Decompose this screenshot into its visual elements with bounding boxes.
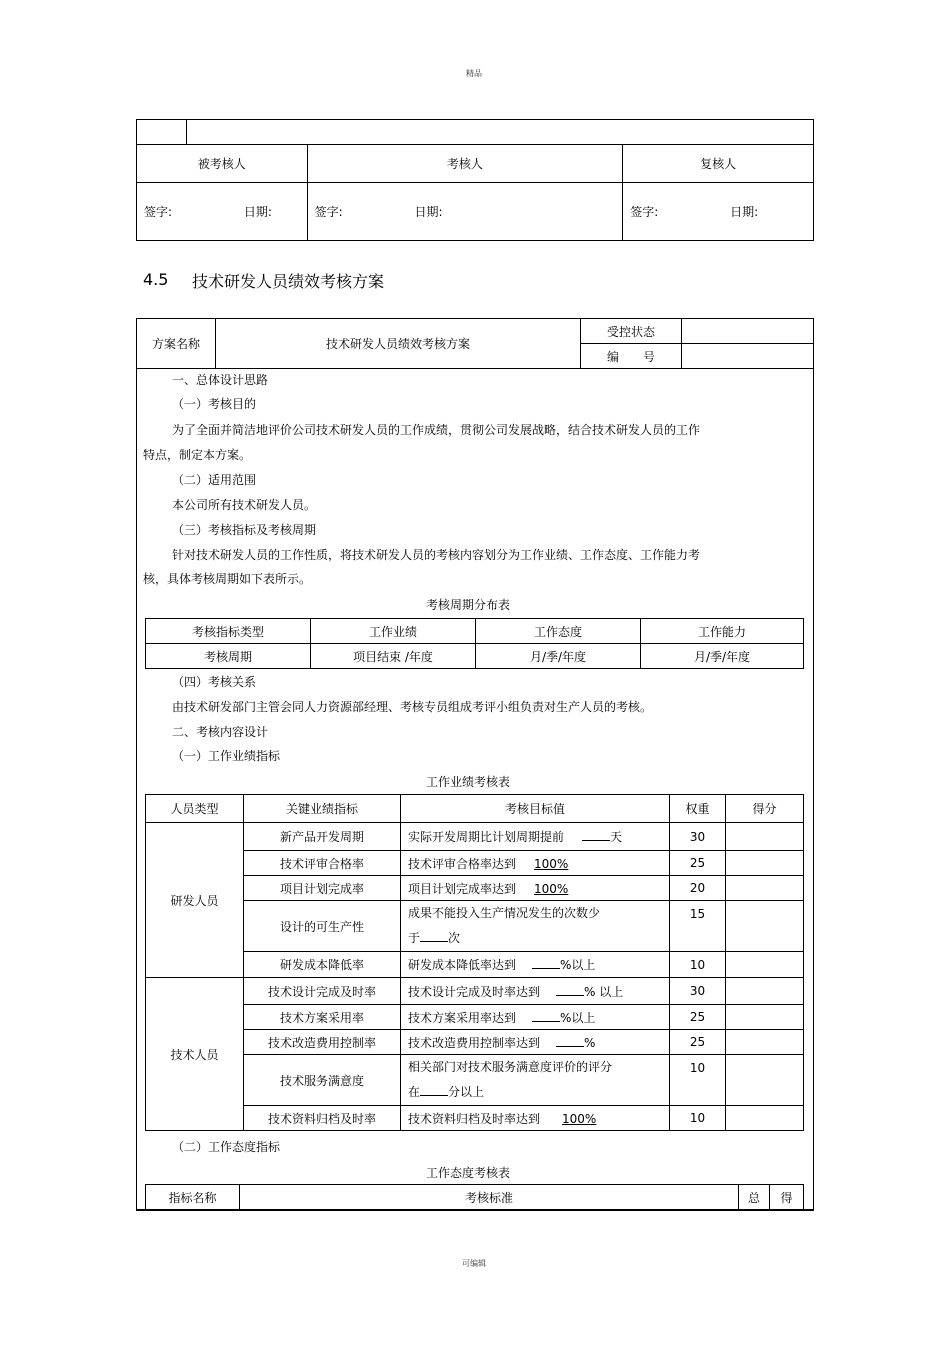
control-status-value [682,319,814,344]
sign-cell [623,183,814,241]
section-number: 4.5 [143,270,169,289]
subheading-scope: （二）适用范围 [172,473,257,487]
kpi-target: 成果不能投入生产情况发生的次数少 于 次 [401,901,670,952]
plan-header-table [136,318,814,369]
cycle-cell: 月/季/年度 [476,644,641,669]
kpi-target: 技术评审合格率达到 100% [401,851,670,876]
footer-mark: 可编辑 [462,1259,486,1268]
kpi-name: 项目计划完成率 [244,876,401,901]
kpi-name: 技术方案采用率 [244,1005,401,1030]
kpi-target: 实际开发周期比计划周期提前 天 [401,823,670,851]
table-row [146,952,804,978]
kpi-name: 技术服务满意度 [244,1055,401,1106]
paragraph-cycle-2: 核，具体考核周期如下表所示。 [143,572,312,586]
cycle-header: 工作能力 [641,619,804,644]
group-rd: 研发人员 [146,823,244,978]
table-row [146,1005,804,1030]
perf-header: 得分 [726,795,804,823]
kpi-weight: 25 [670,1030,726,1055]
kpi-score [726,823,804,851]
kpi-weight: 20 [670,876,726,901]
subheading-performance: （一）工作业绩指标 [172,749,281,763]
table-row [146,1055,804,1106]
kpi-name: 技术资料归档及时率 [244,1106,401,1131]
attitude-header: 总 [739,1185,770,1210]
paragraph-purpose-2: 特点，制定本方案。 [143,448,252,462]
attitude-header: 得 [770,1185,804,1210]
kpi-name: 新产品开发周期 [244,823,401,851]
kpi-score [726,1030,804,1055]
cycle-header: 工作态度 [476,619,641,644]
number-value [682,344,814,369]
kpi-target: 项目计划完成率达到 100% [401,876,670,901]
attitude-table [145,1184,804,1210]
kpi-name: 技术评审合格率 [244,851,401,876]
cycle-cell: 考核周期 [146,644,311,669]
sign-table-cell [137,120,187,145]
kpi-weight: 25 [670,1005,726,1030]
date-label: 日期: [414,205,443,219]
role-reviewer: 考核人 [307,145,623,183]
perf-header: 权重 [670,795,726,823]
kpi-score [726,978,804,1005]
heading-1: 一、总体设计思路 [172,373,269,387]
kpi-score [726,1106,804,1131]
sign-label: 签字: [144,205,173,219]
perf-header: 人员类型 [146,795,244,823]
kpi-name: 设计的可生产性 [244,901,401,952]
heading-2: 二、考核内容设计 [172,725,269,739]
kpi-weight: 25 [670,851,726,876]
table-row [146,901,804,952]
plan-name-value: 技术研发人员绩效考核方案 [216,319,581,369]
kpi-name: 技术设计完成及时率 [244,978,401,1005]
perf-header: 关键业绩指标 [244,795,401,823]
performance-table [145,794,804,1131]
table-row [146,978,804,1005]
kpi-score [726,851,804,876]
cycle-table-caption: 考核周期分布表 [426,598,511,612]
sign-label: 签字: [314,205,343,219]
cycle-table [145,618,804,669]
kpi-target: 相关部门对技术服务满意度评价的评分 在 分以上 [401,1055,670,1106]
subheading-relation: （四）考核关系 [172,675,257,689]
cycle-header: 工作业绩 [311,619,476,644]
attitude-header: 指标名称 [146,1185,240,1210]
perf-table-caption: 工作业绩考核表 [426,775,511,789]
paragraph-relation: 由技术研发部门主管会同人力资源部经理、考核专员组成考评小组负责对生产人员的考核。 [172,700,653,714]
kpi-weight: 30 [670,978,726,1005]
header-mark: 精品 [466,69,482,78]
control-status-label: 受控状态 [581,319,682,344]
role-rechecker: 复核人 [623,145,814,183]
table-row [146,851,804,876]
role-reviewee: 被考核人 [137,145,308,183]
section-title: 技术研发人员绩效考核方案 [192,272,385,291]
paragraph-purpose-1: 为了全面并简洁地评价公司技术研发人员的工作成绩，贯彻公司发展战略，结合技术研发人员的工作 [172,423,701,437]
cycle-header: 考核指标类型 [146,619,311,644]
kpi-target: 技术资料归档及时率达到 100% [401,1106,670,1131]
kpi-score [726,876,804,901]
kpi-target: 技术方案采用率达到 %以上 [401,1005,670,1030]
sign-cell [137,183,308,241]
table-row [146,1106,804,1131]
date-label: 日期: [730,205,759,219]
signature-table [136,119,814,241]
date-label: 日期: [243,205,272,219]
kpi-name: 技术改造费用控制率 [244,1030,401,1055]
kpi-score [726,952,804,978]
subheading-cycle: （三）考核指标及考核周期 [172,523,317,537]
kpi-weight: 15 [670,901,726,952]
kpi-weight: 10 [670,1106,726,1131]
table-row [146,823,804,851]
kpi-name: 研发成本降低率 [244,952,401,978]
attitude-header: 考核标准 [240,1185,739,1210]
kpi-target: 技术改造费用控制率达到 % [401,1030,670,1055]
kpi-score [726,901,804,952]
kpi-weight: 10 [670,1055,726,1106]
paragraph-scope: 本公司所有技术研发人员。 [172,498,317,512]
sign-cell [307,183,623,241]
group-tech: 技术人员 [146,978,244,1131]
kpi-target: 研发成本降低率达到 %以上 [401,952,670,978]
attitude-table-caption: 工作态度考核表 [426,1166,511,1180]
kpi-weight: 30 [670,823,726,851]
table-row [146,876,804,901]
kpi-target: 技术设计完成及时率达到 % 以上 [401,978,670,1005]
table-row [146,1030,804,1055]
kpi-weight: 10 [670,952,726,978]
paragraph-cycle-1: 针对技术研发人员的工作性质，将技术研发人员的考核内容划分为工作业绩、工作态度、工作能力考 [172,548,701,562]
kpi-score [726,1005,804,1030]
cycle-cell: 月/季/年度 [641,644,804,669]
sign-table-cell [187,120,814,145]
kpi-score [726,1055,804,1106]
subheading-attitude: （二）工作态度指标 [172,1140,281,1154]
perf-header: 考核目标值 [401,795,670,823]
plan-name-label: 方案名称 [137,319,216,369]
sign-label: 签字: [630,205,659,219]
subheading-purpose: （一）考核目的 [172,397,257,411]
number-label: 编 号 [581,344,682,369]
cycle-cell: 项目结束 /年度 [311,644,476,669]
